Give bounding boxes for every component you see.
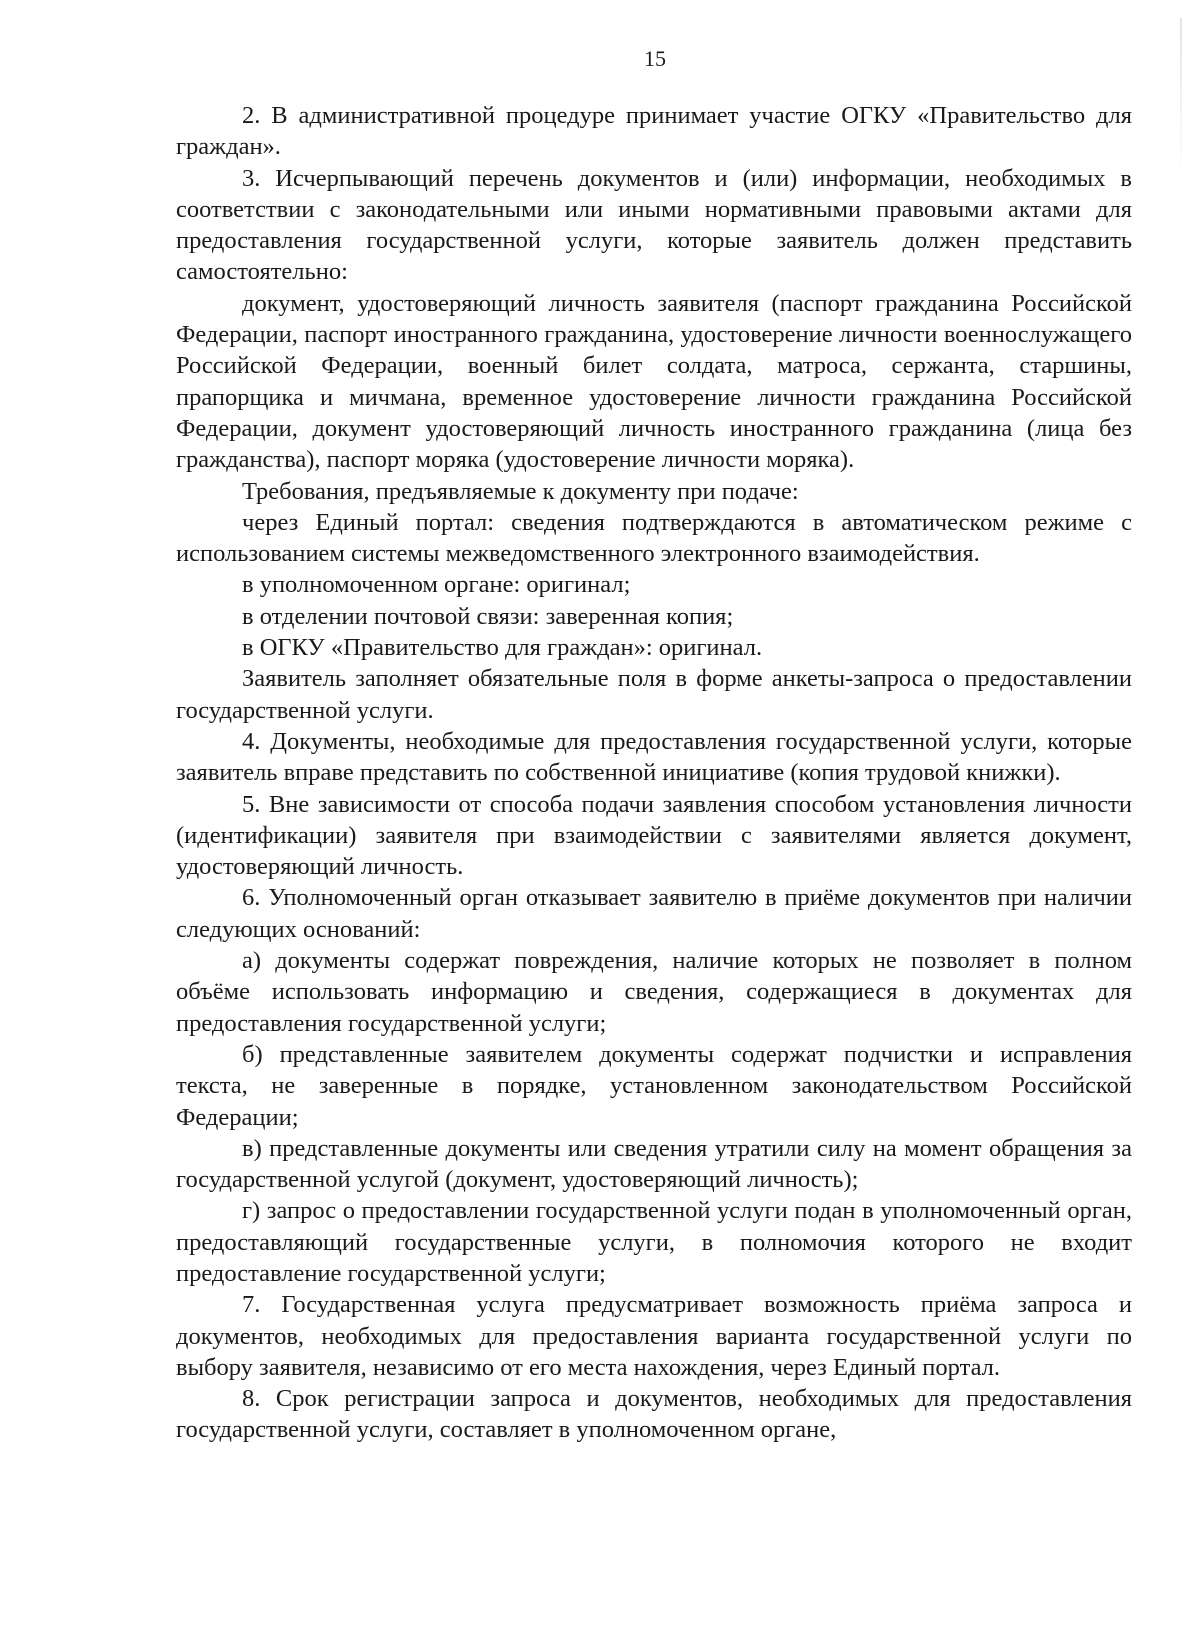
paragraph-6-refusal-grounds: 6. Уполномоченный орган отказывает заявителю в приёме документов при наличии следующих оснований: — [176, 884, 1132, 943]
paragraph-ground-b: б) представленные заявителем документы содержат подчистки и исправления текста, не заверенные в порядке, установленном законодательством Российской Федерации; — [176, 1040, 1132, 1131]
paragraph-applicant-form: Заявитель заполняет обязательные поля в форме анкеты-запроса о предоставлении государственной услуги. — [176, 665, 1132, 724]
paragraph-authorized-body: в уполномоченном органе: оригинал; — [242, 571, 631, 599]
paragraph-identity-document: документ, удостоверяющий личность заявителя (паспорт гражданина Российской Федерации, паспорт иностранного гражданина, удостоверение личности военнослужащего Российской Федерации, военный билет солдата, матроса, сержанта, старшины, прапорщика и мичмана, временное удостоверение личности гражданина Российской Федерации, документ удостоверяющий личность иностранного гражданина (лица без гражданства), паспорт моряка (удостоверение личности моряка). — [176, 289, 1132, 474]
page-number: 15 — [644, 46, 666, 71]
paragraph-post-office: в отделении почтовой связи: заверенная копия; — [242, 602, 734, 630]
paragraph-ground-v: в) представленные документы или сведения утратили силу на момент обращения за государственной услугой (документ, удостоверяющий личность); — [176, 1134, 1132, 1194]
paragraph-3-required-documents: 3. Исчерпывающий перечень документов и (или) информации, необходимых в соответствии с законодательными или иными нормативными правовыми актами для предоставления государственной услуги, которые заявитель должен представить самостоятельно: — [176, 164, 1132, 286]
paragraph-ogku: в ОГКУ «Правительство для граждан»: оригинал. — [242, 634, 763, 662]
scan-edge-artifact — [1180, 18, 1182, 178]
paragraph-5-identification: 5. Вне зависимости от способа подачи заявления способом установления личности (идентификации) заявителя при взаимодействии с заявителями является документ, удостоверяющий личность. — [176, 790, 1132, 881]
paragraph-unified-portal: через Единый портал: сведения подтверждаются в автоматическом режиме с использованием системы межведомственного электронного взаимодействия. — [176, 508, 1132, 568]
paragraph-7-portal-submission: 7. Государственная услуга предусматривает возможность приёма запроса и документов, необходимых для предоставления варианта государственной услуги по выбору заявителя, независимо от его места нахождения, через Единый портал. — [176, 1291, 1132, 1381]
paragraph-4-optional-documents: 4. Документы, необходимые для предоставления государственной услуги, которые заявитель вправе представить по собственной инициативе (копия трудовой книжки). — [176, 727, 1132, 787]
paragraph-submission-requirements: Требования, предъявляемые к документу при подаче: — [242, 477, 799, 505]
paragraph-ground-g: г) запрос о предоставлении государственной услуги подан в уполномоченный орган, предоставляющий государственные услуги, в полномочия которого не входит предоставление государственной услуги; — [176, 1197, 1132, 1287]
document-body — [176, 100, 1132, 1446]
paragraph-ground-a: а) документы содержат повреждения, наличие которых не позволяет в полном объёме использовать информацию и сведения, содержащиеся в документах для предоставления государственной услуги; — [176, 947, 1132, 1037]
paragraph-8-registration-term: 8. Срок регистрации запроса и документов, необходимых для предоставления государственной услуги, составляет в уполномоченном органе, — [176, 1385, 1132, 1444]
paragraph-2-participation: 2. В административной процедуре принимает участие ОГКУ «Правительство для граждан». — [176, 102, 1132, 161]
